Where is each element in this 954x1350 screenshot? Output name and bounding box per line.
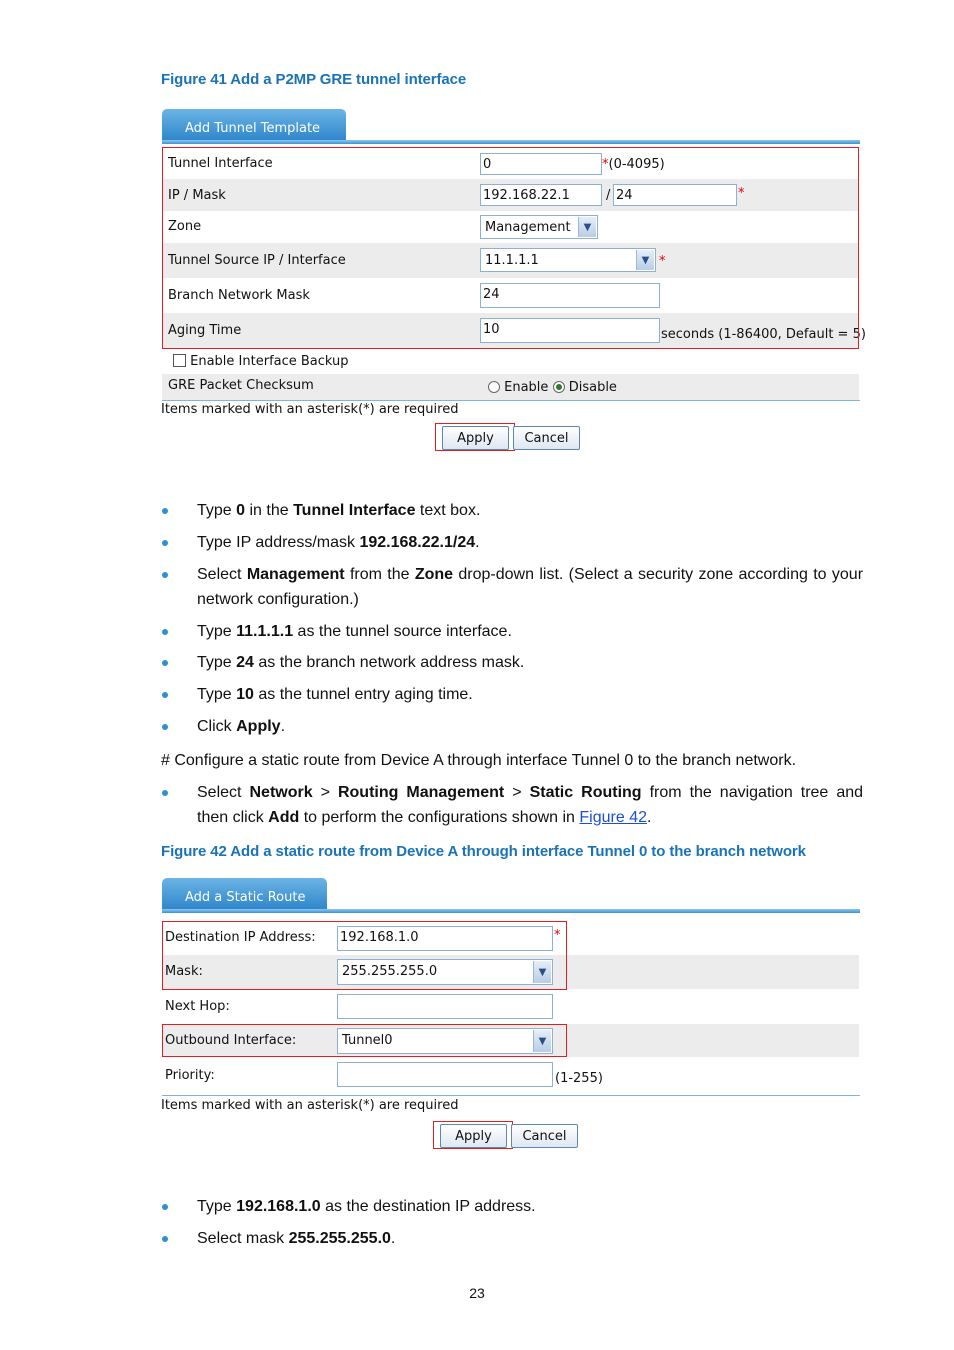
required-asterisk: * [602,157,609,172]
divider [162,1095,860,1096]
figure-42-link[interactable]: Figure 42 [579,809,647,826]
tunnel-interface-label: Tunnel Interface [168,156,273,171]
priority-hint: (1-255) [555,1071,603,1086]
zone-select-value: Management [485,220,571,235]
ip-input[interactable]: 192.168.22.1 [480,184,602,206]
required-asterisk: * [738,186,745,201]
destination-input[interactable]: 192.168.1.0 [337,926,553,951]
destination-label: Destination IP Address: [165,930,316,945]
backup-label [173,354,349,369]
required-note: Items marked with an asterisk(*) are required [161,1098,459,1113]
tab-add-static-route[interactable]: Add a Static Route [162,878,327,911]
cancel-button[interactable]: Cancel [511,1124,578,1148]
page-number: 23 [469,1285,485,1301]
disable-radio-label: Disable [568,380,617,395]
highlight-box [162,1024,567,1057]
bullet-icon [162,660,168,666]
list-item: Type 24 as the branch network address mask. [197,654,525,671]
row-next-hop [162,989,859,1024]
chevron-down-icon[interactable]: ▼ [636,250,654,270]
priority-label: Priority: [165,1068,215,1083]
list-item-continuation: network configuration.) [197,591,359,608]
next-hop-label: Next Hop: [165,999,230,1014]
cancel-button[interactable]: Cancel [513,426,580,450]
checksum-options [488,380,617,395]
aging-time-input[interactable]: 10 [480,318,660,343]
tunnel-interface-input[interactable]: 0 [480,153,602,175]
tab-underline [162,909,860,913]
list-item: Type IP address/mask 192.168.22.1/24. [197,534,480,551]
branch-mask-input[interactable]: 24 [480,283,660,308]
bullet-icon [162,692,168,698]
list-item: Type 0 in the Tunnel Interface text box. [197,502,481,519]
list-item: Select Network > Routing Management > Static Routing from the navigation tree and [197,784,864,801]
disable-radio[interactable] [553,381,565,393]
bullet-icon [162,724,168,730]
row-backup [162,351,859,374]
divider [162,400,860,401]
branch-mask-label: Branch Network Mask [168,288,310,303]
priority-input[interactable] [337,1062,553,1087]
tunnel-source-value: 11.1.1.1 [485,253,539,268]
backup-checkbox[interactable] [173,354,186,367]
tab-add-tunnel-template[interactable]: Add Tunnel Template [162,109,346,142]
list-item: Type 10 as the tunnel entry aging time. [197,686,473,703]
required-asterisk: * [659,254,666,269]
bullet-icon [162,790,168,796]
enable-radio[interactable] [488,381,500,393]
required-asterisk: * [554,928,561,943]
checksum-label: GRE Packet Checksum [168,378,314,393]
outbound-select-value: Tunnel0 [342,1033,393,1048]
list-item-continuation: then click Add to perform the configurations shown in Figure 42. [197,809,652,826]
highlight-box [162,921,567,990]
figure-42-caption: Figure 42 Add a static route from Device A through interface Tunnel 0 to the branch network [161,843,806,860]
list-item: Click Apply. [197,718,286,735]
list-item: Select Management from the Zone drop-down list. (Select a security zone according to your [197,566,864,583]
bullet-icon [162,572,168,578]
paragraph: # Configure a static route from Device A through interface Tunnel 0 to the branch network. [161,752,797,769]
highlight-box [162,147,859,349]
bullet-icon [162,629,168,635]
tunnel-interface-range: (0-4095) [608,157,665,172]
apply-button[interactable]: Apply [440,1124,507,1148]
bullet-icon [162,1204,168,1210]
apply-button[interactable]: Apply [442,426,509,450]
list-item: Type 192.168.1.0 as the destination IP address. [197,1198,536,1215]
figure-41-caption: Figure 41 Add a P2MP GRE tunnel interface [161,71,467,88]
bullet-icon [162,508,168,514]
list-item: Type 11.1.1.1 as the tunnel source interface. [197,623,512,640]
aging-time-hint: seconds (1-86400, Default = 5) [661,327,866,342]
tab-underline [162,140,860,144]
row-priority [162,1057,859,1094]
next-hop-input[interactable] [337,994,553,1019]
ip-mask-label: IP / Mask [168,188,226,203]
zone-label: Zone [168,219,202,234]
row-checksum [162,374,859,400]
required-note: Items marked with an asterisk(*) are required [161,402,459,417]
aging-time-label: Aging Time [168,323,242,338]
mask-input[interactable]: 24 [613,184,737,206]
chevron-down-icon[interactable]: ▼ [533,961,551,983]
chevron-down-icon[interactable]: ▼ [578,217,596,237]
chevron-down-icon[interactable]: ▼ [533,1030,551,1052]
enable-radio-label: Enable [504,380,549,395]
bullet-icon [162,1236,168,1242]
list-item: Select mask 255.255.255.0. [197,1230,396,1247]
outbound-label: Outbound Interface: [165,1033,297,1048]
mask-select-value: 255.255.255.0 [342,964,438,979]
tunnel-source-label: Tunnel Source IP / Interface [168,253,346,268]
bullet-icon [162,540,168,546]
mask-label: Mask: [165,964,203,979]
ip-mask-separator: / [606,188,611,203]
backup-text: Enable Interface Backup [190,354,349,369]
